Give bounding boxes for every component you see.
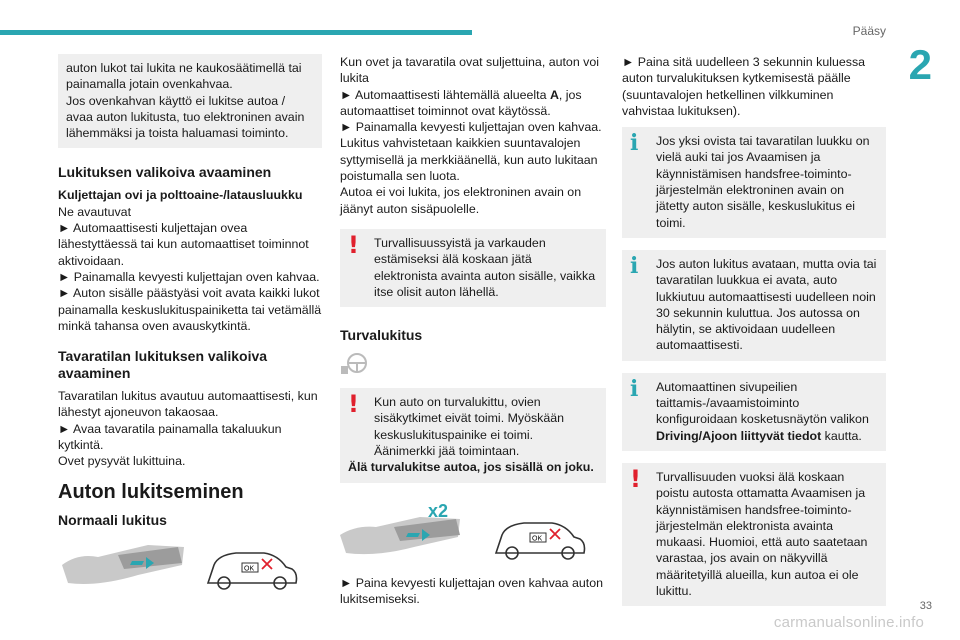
svg-text:OK: OK <box>244 565 255 573</box>
illustration-normal-locking <box>58 535 322 595</box>
note-box <box>58 54 322 148</box>
header-accent-bar <box>0 30 472 35</box>
svg-text:OK: OK <box>532 535 543 543</box>
paragraph-driver-door: Ne avautuvat ► Automaattisesti kuljettajan ovea lähestyttäessä tai kun automaattiset toiminnot aktivoidaan. ► Painamalla kevyesti kuljettajan oven kahvaa. ► Auton sisälle päästyäsi voit avata kaikki lukot painamalla keskuslukituspainiketta tai vetämällä minkä tahansa oven avauskytkintä. <box>58 204 322 333</box>
page-number: 33 <box>919 600 932 612</box>
heading-boot-unlocking: Tavaratilan lukituksen valikoiva avaaminen <box>58 348 268 382</box>
section-title: Pääsy <box>852 24 886 38</box>
warning-box <box>340 229 606 307</box>
paragraph-press-again: ► Paina sitä uudelleen 3 sekunnin kuluessa auton turvalukituksen kytkemisestä päälle (suuntavalojen hetkellinen vilkkuminen vahvistaa lukituksen). <box>622 55 866 118</box>
watermark: carmanualsonline.info <box>773 614 924 631</box>
svg-text:x2: x2 <box>428 500 449 521</box>
info-box-2 <box>622 250 886 361</box>
heading-selective-unlocking: Lukituksen valikoiva avaaminen <box>58 164 272 181</box>
hand-handle-car-icon <box>340 499 606 565</box>
info-icon: i <box>630 130 639 157</box>
paragraph-locking: Kun ovet ja tavaratila ovat suljettuina, auton voi lukita ► Automaattisesti lähtemällä alueelta A, jos automaattiset toiminnot ovat käytössä. ► Painamalla kevyesti kuljettajan oven kahvaa. Lukitus vahvistetaan kaikkien suuntavalojen syttymisellä ja merkkiäänellä, kun auto lukitaan poistumalla sen luota. Autoa ei voi lukita, jos elektroninen avain on jäänyt auton sisäpuolelle. <box>340 55 602 216</box>
column-3 <box>622 54 886 616</box>
heading-locking: Auton lukitseminen <box>58 480 244 503</box>
warning-text: Turvallisuussyistä ja varkauden estämiseksi älä koskaan jätä elektronista avainta auton sisälle, vaikka itse olisit auton lähellä. <box>374 235 596 299</box>
note-text: auton lukot tai lukita ne kaukosäätimellä tai painamalla jotain ovenkahvaa. Jos ovenkahvan käyttö ei lukitse autoa / avaa auton lukitusta, tuo elektroninen avain lähemmäksi ja toista haluamasi toiminto. <box>66 61 305 141</box>
warning-text: Turvallisuuden vuoksi älä koskaan poistu autosta ottamatta Avaamisen ja käynnistämisen handsfree-toiminto-järjestelmän elektronista avainta mukaasi. Huomioi, että auto saatetaan varastaa, jos avain on näkyvillä määritetyillä alueilla, kun autoa ei ole lukittu. <box>656 469 868 599</box>
info-text: Jos auton lukitus avataan, mutta ovia tai tavaratilan luukkua ei avata, auto lukkiutuu automaattisesti uudelleen noin 30 sekunnin kuluttua. Jos autossa on hälytin, se aktivoidaan uudelleen automaattisesti. <box>656 256 877 353</box>
info-text: Automaattinen sivupeilien taittamis-/avaamistoiminto konfiguroidaan kosketusnäytön valikon Driving/Ajoon liittyvät tiedot kautta. <box>656 379 869 443</box>
warning-box-key <box>622 463 886 606</box>
heading-normal-locking: Normaali lukitus <box>58 511 167 528</box>
heading-deadlocking: Turvalukitus <box>340 327 423 344</box>
column-1 <box>58 54 322 605</box>
info-icon: i <box>630 375 639 402</box>
hand-handle-car-icon <box>58 535 322 595</box>
warning-icon: ! <box>348 230 359 259</box>
chapter-number: 2 <box>908 41 932 88</box>
subheading-driver-door: Kuljettajan ovi ja polttoaine-/latausluukku <box>58 188 303 203</box>
warning-icon: ! <box>630 464 641 493</box>
column-2 <box>340 54 606 607</box>
warning-icon: ! <box>348 390 359 419</box>
warning-box-deadlock <box>340 388 606 482</box>
paragraph-press-handle: ► Paina kevyesti kuljettajan oven kahvaa auton lukitsemiseksi. <box>340 575 603 606</box>
illustration-deadlocking <box>340 499 606 565</box>
warning-text: Kun auto on turvalukittu, ovien sisäkytkimet eivät toimi. Myöskään keskuslukituspainike ei toimi. Äänimerkki jää toimintaan. <box>374 395 565 459</box>
warning-bold-text: Älä turvalukitse autoa, jos sisällä on joku. <box>348 460 594 475</box>
info-box-1 <box>622 127 886 238</box>
info-box-3 <box>622 373 886 451</box>
info-icon: i <box>630 252 639 279</box>
paragraph-boot: Tavaratilan lukitus avautuu automaattisesti, kun lähestyt ajoneuvon takaosaa. ► Avaa tavaratila painamalla takaluukun kytkintä. Ovet pysyvät lukittuina. <box>58 389 318 469</box>
steering-lock-icon <box>340 352 606 380</box>
info-text: Jos yksi ovista tai tavaratilan luukku on vielä auki tai jos Avaamisen ja käynnistämisen handsfree-toiminto-järjestelmän elektroninen avain on jätetty auton sisälle, keskuslukitus ei toimi. <box>656 134 870 230</box>
